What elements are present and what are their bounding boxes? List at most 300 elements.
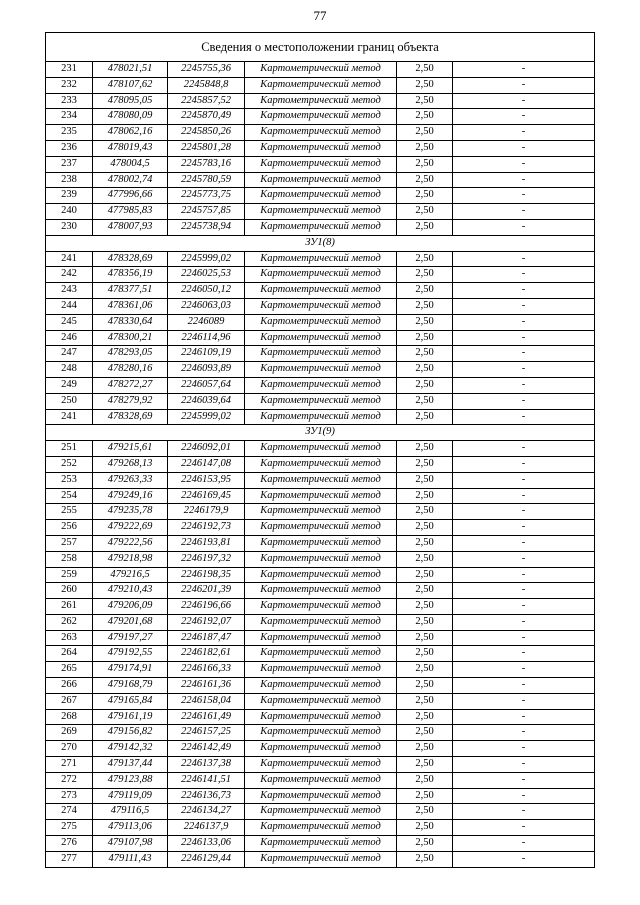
- table-row: [46, 472, 595, 488]
- point-number: 251: [46, 441, 93, 457]
- table-row: [46, 630, 595, 646]
- method: Картометрический метод: [245, 362, 397, 378]
- description: -: [453, 251, 595, 267]
- description: -: [453, 109, 595, 125]
- point-number: 260: [46, 583, 93, 599]
- coord-x: 479137,44: [93, 757, 168, 773]
- coord-y: 2246198,35: [168, 567, 245, 583]
- coord-x: 479161,19: [93, 709, 168, 725]
- coordinates-sheet: [45, 32, 594, 868]
- group-header-row: [46, 425, 595, 441]
- table-row: [46, 109, 595, 125]
- coord-y: 2246129,44: [168, 851, 245, 867]
- description: -: [453, 298, 595, 314]
- coord-y: 2246192,07: [168, 614, 245, 630]
- precision: 2,50: [397, 851, 453, 867]
- method: Картометрический метод: [245, 62, 397, 78]
- coord-y: 2246193,81: [168, 535, 245, 551]
- table-row: [46, 772, 595, 788]
- point-number: 269: [46, 725, 93, 741]
- method: Картометрический метод: [245, 630, 397, 646]
- description: -: [453, 93, 595, 109]
- table-row: [46, 567, 595, 583]
- description: -: [453, 409, 595, 425]
- coord-x: 479222,69: [93, 520, 168, 536]
- coord-x: 478019,43: [93, 140, 168, 156]
- point-number: 230: [46, 219, 93, 235]
- point-number: 257: [46, 535, 93, 551]
- coord-x: 479206,09: [93, 599, 168, 615]
- point-number: 258: [46, 551, 93, 567]
- precision: 2,50: [397, 219, 453, 235]
- table-row: [46, 551, 595, 567]
- coord-x: 478330,64: [93, 314, 168, 330]
- description: -: [453, 172, 595, 188]
- method: Картометрический метод: [245, 662, 397, 678]
- point-number: 255: [46, 504, 93, 520]
- table-row: [46, 204, 595, 220]
- coord-x: 478002,74: [93, 172, 168, 188]
- method: Картометрический метод: [245, 204, 397, 220]
- coord-x: 478062,16: [93, 125, 168, 141]
- description: -: [453, 662, 595, 678]
- table-row: [46, 393, 595, 409]
- coord-y: 2245848,8: [168, 77, 245, 93]
- table-row: [46, 520, 595, 536]
- point-number: 236: [46, 140, 93, 156]
- coord-x: 478004,5: [93, 156, 168, 172]
- precision: 2,50: [397, 757, 453, 773]
- precision: 2,50: [397, 772, 453, 788]
- coord-x: 478328,69: [93, 409, 168, 425]
- coord-y: 2246109,19: [168, 346, 245, 362]
- table-row: [46, 314, 595, 330]
- coord-x: 478279,92: [93, 393, 168, 409]
- method: Картометрический метод: [245, 298, 397, 314]
- coord-y: 2245857,52: [168, 93, 245, 109]
- method: Картометрический метод: [245, 267, 397, 283]
- precision: 2,50: [397, 535, 453, 551]
- precision: 2,50: [397, 504, 453, 520]
- coord-y: 2246169,45: [168, 488, 245, 504]
- description: -: [453, 140, 595, 156]
- method: Картометрический метод: [245, 567, 397, 583]
- description: -: [453, 156, 595, 172]
- group-label: ЗУ1(9): [46, 425, 595, 441]
- coord-x: 479263,33: [93, 472, 168, 488]
- table-row: [46, 93, 595, 109]
- description: -: [453, 362, 595, 378]
- precision: 2,50: [397, 678, 453, 694]
- point-number: 240: [46, 204, 93, 220]
- point-number: 241: [46, 409, 93, 425]
- point-number: 272: [46, 772, 93, 788]
- coord-y: 2245755,36: [168, 62, 245, 78]
- method: Картометрический метод: [245, 836, 397, 852]
- coord-x: 478280,16: [93, 362, 168, 378]
- coord-y: 2245738,94: [168, 219, 245, 235]
- coord-x: 477985,83: [93, 204, 168, 220]
- coord-y: 2245773,75: [168, 188, 245, 204]
- description: -: [453, 283, 595, 299]
- point-number: 249: [46, 377, 93, 393]
- table-row: [46, 441, 595, 457]
- coord-y: 2246142,49: [168, 741, 245, 757]
- point-number: 254: [46, 488, 93, 504]
- table-row: [46, 267, 595, 283]
- method: Картометрический метод: [245, 125, 397, 141]
- precision: 2,50: [397, 472, 453, 488]
- method: Картометрический метод: [245, 646, 397, 662]
- method: Картометрический метод: [245, 851, 397, 867]
- coord-x: 479116,5: [93, 804, 168, 820]
- coord-y: 2246197,32: [168, 551, 245, 567]
- method: Картометрический метод: [245, 172, 397, 188]
- table-row: [46, 346, 595, 362]
- method: Картометрический метод: [245, 520, 397, 536]
- table-row: [46, 140, 595, 156]
- precision: 2,50: [397, 172, 453, 188]
- coord-y: 2245999,02: [168, 409, 245, 425]
- method: Картометрический метод: [245, 409, 397, 425]
- method: Картометрический метод: [245, 725, 397, 741]
- coord-x: 479113,06: [93, 820, 168, 836]
- method: Картометрический метод: [245, 709, 397, 725]
- coord-x: 479142,32: [93, 741, 168, 757]
- description: -: [453, 267, 595, 283]
- precision: 2,50: [397, 346, 453, 362]
- coord-x: 479174,91: [93, 662, 168, 678]
- description: -: [453, 62, 595, 78]
- coord-y: 2246166,33: [168, 662, 245, 678]
- table-row: [46, 77, 595, 93]
- description: -: [453, 725, 595, 741]
- table-row: [46, 583, 595, 599]
- coord-x: 479218,98: [93, 551, 168, 567]
- table-row: [46, 409, 595, 425]
- method: Картометрический метод: [245, 535, 397, 551]
- table-title-row: [46, 33, 595, 62]
- coord-x: 479156,82: [93, 725, 168, 741]
- coord-x: 479216,5: [93, 567, 168, 583]
- point-number: 244: [46, 298, 93, 314]
- coord-y: 2246025,53: [168, 267, 245, 283]
- description: -: [453, 535, 595, 551]
- coord-y: 2246050,12: [168, 283, 245, 299]
- method: Картометрический метод: [245, 804, 397, 820]
- coord-y: 2246157,25: [168, 725, 245, 741]
- method: Картометрический метод: [245, 678, 397, 694]
- coord-x: 477996,66: [93, 188, 168, 204]
- point-number: 277: [46, 851, 93, 867]
- coord-y: 2246092,01: [168, 441, 245, 457]
- table-row: [46, 362, 595, 378]
- table-row: [46, 788, 595, 804]
- coord-y: 2246133,06: [168, 836, 245, 852]
- table-title: Сведения о местоположении границ объекта: [46, 33, 595, 62]
- table-row: [46, 678, 595, 694]
- coord-y: 2246161,36: [168, 678, 245, 694]
- precision: 2,50: [397, 156, 453, 172]
- point-number: 253: [46, 472, 93, 488]
- coord-x: 479111,43: [93, 851, 168, 867]
- point-number: 241: [46, 251, 93, 267]
- point-number: 246: [46, 330, 93, 346]
- precision: 2,50: [397, 520, 453, 536]
- point-number: 245: [46, 314, 93, 330]
- table-row: [46, 283, 595, 299]
- method: Картометрический метод: [245, 251, 397, 267]
- method: Картометрический метод: [245, 488, 397, 504]
- method: Картометрический метод: [245, 188, 397, 204]
- method: Картометрический метод: [245, 693, 397, 709]
- point-number: 238: [46, 172, 93, 188]
- precision: 2,50: [397, 314, 453, 330]
- table-row: [46, 693, 595, 709]
- table-row: [46, 125, 595, 141]
- method: Картометрический метод: [245, 788, 397, 804]
- table-row: [46, 836, 595, 852]
- coord-y: 2246039,64: [168, 393, 245, 409]
- precision: 2,50: [397, 820, 453, 836]
- description: -: [453, 741, 595, 757]
- point-number: 271: [46, 757, 93, 773]
- method: Картометрический метод: [245, 140, 397, 156]
- coord-y: 2245757,85: [168, 204, 245, 220]
- coord-x: 478356,19: [93, 267, 168, 283]
- point-number: 234: [46, 109, 93, 125]
- table-row: [46, 251, 595, 267]
- point-number: 243: [46, 283, 93, 299]
- precision: 2,50: [397, 804, 453, 820]
- table-row: [46, 599, 595, 615]
- point-number: 259: [46, 567, 93, 583]
- precision: 2,50: [397, 741, 453, 757]
- coord-x: 478272,27: [93, 377, 168, 393]
- precision: 2,50: [397, 109, 453, 125]
- precision: 2,50: [397, 693, 453, 709]
- table-row: [46, 219, 595, 235]
- coord-x: 479249,16: [93, 488, 168, 504]
- table-row: [46, 535, 595, 551]
- precision: 2,50: [397, 709, 453, 725]
- method: Картометрический метод: [245, 504, 397, 520]
- description: -: [453, 772, 595, 788]
- precision: 2,50: [397, 662, 453, 678]
- coord-y: 2245780,59: [168, 172, 245, 188]
- precision: 2,50: [397, 725, 453, 741]
- coord-x: 478293,05: [93, 346, 168, 362]
- coord-x: 479123,88: [93, 772, 168, 788]
- description: -: [453, 314, 595, 330]
- method: Картометрический метод: [245, 772, 397, 788]
- precision: 2,50: [397, 788, 453, 804]
- method: Картометрический метод: [245, 551, 397, 567]
- coord-y: 2246187,47: [168, 630, 245, 646]
- method: Картометрический метод: [245, 346, 397, 362]
- precision: 2,50: [397, 267, 453, 283]
- coord-x: 479107,98: [93, 836, 168, 852]
- coord-y: 2246137,9: [168, 820, 245, 836]
- coord-y: 2246141,51: [168, 772, 245, 788]
- precision: 2,50: [397, 62, 453, 78]
- description: -: [453, 567, 595, 583]
- description: -: [453, 393, 595, 409]
- coord-y: 2246192,73: [168, 520, 245, 536]
- description: -: [453, 804, 595, 820]
- coord-x: 478328,69: [93, 251, 168, 267]
- table-row: [46, 662, 595, 678]
- precision: 2,50: [397, 409, 453, 425]
- point-number: 265: [46, 662, 93, 678]
- description: -: [453, 851, 595, 867]
- coord-x: 479201,68: [93, 614, 168, 630]
- point-number: 233: [46, 93, 93, 109]
- description: -: [453, 488, 595, 504]
- coord-x: 479222,56: [93, 535, 168, 551]
- table-row: [46, 741, 595, 757]
- description: -: [453, 441, 595, 457]
- description: -: [453, 646, 595, 662]
- method: Картометрический метод: [245, 109, 397, 125]
- coord-x: 478377,51: [93, 283, 168, 299]
- method: Картометрический метод: [245, 456, 397, 472]
- page-number: 77: [313, 8, 327, 23]
- point-number: 250: [46, 393, 93, 409]
- description: -: [453, 693, 595, 709]
- method: Картометрический метод: [245, 314, 397, 330]
- table-row: [46, 504, 595, 520]
- description: -: [453, 77, 595, 93]
- coord-x: 479192,55: [93, 646, 168, 662]
- precision: 2,50: [397, 456, 453, 472]
- coord-x: 479119,09: [93, 788, 168, 804]
- description: -: [453, 551, 595, 567]
- method: Картометрический метод: [245, 156, 397, 172]
- precision: 2,50: [397, 583, 453, 599]
- method: Картометрический метод: [245, 599, 397, 615]
- coord-y: 2246158,04: [168, 693, 245, 709]
- precision: 2,50: [397, 393, 453, 409]
- description: -: [453, 788, 595, 804]
- coord-x: 478007,93: [93, 219, 168, 235]
- coord-y: 2246161,49: [168, 709, 245, 725]
- method: Картометрический метод: [245, 441, 397, 457]
- coord-x: 478095,05: [93, 93, 168, 109]
- point-number: 261: [46, 599, 93, 615]
- coord-x: 479268,13: [93, 456, 168, 472]
- coord-x: 479168,79: [93, 678, 168, 694]
- table-row: [46, 488, 595, 504]
- precision: 2,50: [397, 298, 453, 314]
- method: Картометрический метод: [245, 757, 397, 773]
- description: -: [453, 630, 595, 646]
- description: -: [453, 472, 595, 488]
- coord-y: 2246196,66: [168, 599, 245, 615]
- description: -: [453, 583, 595, 599]
- point-number: 237: [46, 156, 93, 172]
- precision: 2,50: [397, 567, 453, 583]
- point-number: 263: [46, 630, 93, 646]
- point-number: 252: [46, 456, 93, 472]
- coord-x: 479197,27: [93, 630, 168, 646]
- coord-x: 478021,51: [93, 62, 168, 78]
- description: -: [453, 614, 595, 630]
- method: Картометрический метод: [245, 283, 397, 299]
- precision: 2,50: [397, 77, 453, 93]
- coord-x: 478300,21: [93, 330, 168, 346]
- coord-y: 2246179,9: [168, 504, 245, 520]
- point-number: 276: [46, 836, 93, 852]
- table-row: [46, 757, 595, 773]
- description: -: [453, 125, 595, 141]
- table-row: [46, 172, 595, 188]
- description: -: [453, 204, 595, 220]
- description: -: [453, 456, 595, 472]
- precision: 2,50: [397, 599, 453, 615]
- coord-y: 2246089: [168, 314, 245, 330]
- description: -: [453, 520, 595, 536]
- precision: 2,50: [397, 330, 453, 346]
- point-number: 266: [46, 678, 93, 694]
- method: Картометрический метод: [245, 330, 397, 346]
- precision: 2,50: [397, 93, 453, 109]
- precision: 2,50: [397, 283, 453, 299]
- point-number: 273: [46, 788, 93, 804]
- description: -: [453, 678, 595, 694]
- precision: 2,50: [397, 614, 453, 630]
- precision: 2,50: [397, 362, 453, 378]
- precision: 2,50: [397, 630, 453, 646]
- point-number: 231: [46, 62, 93, 78]
- point-number: 264: [46, 646, 93, 662]
- precision: 2,50: [397, 551, 453, 567]
- description: -: [453, 820, 595, 836]
- coord-y: 2246147,08: [168, 456, 245, 472]
- table-row: [46, 156, 595, 172]
- coord-y: 2246057,64: [168, 377, 245, 393]
- table-row: [46, 456, 595, 472]
- precision: 2,50: [397, 204, 453, 220]
- point-number: 270: [46, 741, 93, 757]
- coord-y: 2245999,02: [168, 251, 245, 267]
- coord-x: 479165,84: [93, 693, 168, 709]
- description: -: [453, 330, 595, 346]
- coord-x: 479210,43: [93, 583, 168, 599]
- coord-y: 2245870,49: [168, 109, 245, 125]
- method: Картометрический метод: [245, 377, 397, 393]
- coord-y: 2246136,73: [168, 788, 245, 804]
- coord-y: 2246153,95: [168, 472, 245, 488]
- point-number: 267: [46, 693, 93, 709]
- coord-y: 2245801,28: [168, 140, 245, 156]
- coord-y: 2246093,89: [168, 362, 245, 378]
- group-label: ЗУ1(8): [46, 235, 595, 251]
- table-row: [46, 377, 595, 393]
- point-number: 248: [46, 362, 93, 378]
- coord-y: 2246134,27: [168, 804, 245, 820]
- point-number: 275: [46, 820, 93, 836]
- method: Картометрический метод: [245, 219, 397, 235]
- method: Картометрический метод: [245, 583, 397, 599]
- coord-y: 2246137,38: [168, 757, 245, 773]
- coord-y: 2246063,03: [168, 298, 245, 314]
- point-number: 256: [46, 520, 93, 536]
- description: -: [453, 599, 595, 615]
- coord-y: 2245850,26: [168, 125, 245, 141]
- table-row: [46, 851, 595, 867]
- table-row: [46, 725, 595, 741]
